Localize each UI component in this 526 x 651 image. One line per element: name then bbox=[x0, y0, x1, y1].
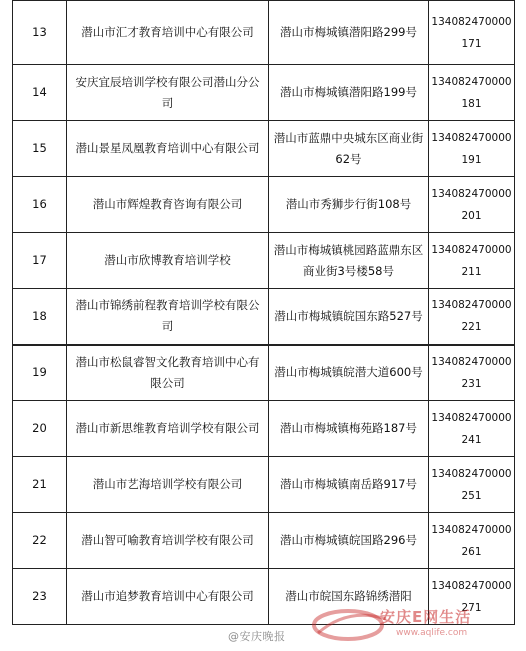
table-row bbox=[13, 513, 515, 569]
row-number: 17 bbox=[13, 233, 67, 289]
license-code-part-a: 134082470000 bbox=[431, 131, 512, 144]
institution-name: 潜山市新思维教育培训学校有限公司 bbox=[67, 401, 269, 457]
row-number: 18 bbox=[13, 289, 67, 345]
row-number: 19 bbox=[13, 345, 67, 401]
institution-name: 潜山市松鼠睿智文化教育培训中心有限公司 bbox=[67, 345, 269, 401]
license-code-part-b: 231 bbox=[461, 377, 482, 390]
license-code-part-b: 171 bbox=[461, 37, 482, 50]
institution-address: 潜山市蓝鼎中央城东区商业街62号 bbox=[269, 121, 429, 177]
institution-name: 潜山市欣博教育培训学校 bbox=[67, 233, 269, 289]
institution-name: 潜山市汇才教育培训中心有限公司 bbox=[67, 1, 269, 65]
license-code bbox=[429, 345, 515, 401]
watermark-url: www.aqlife.com bbox=[396, 628, 468, 638]
row-number: 13 bbox=[13, 1, 67, 65]
institution-name: 安庆宜辰培训学校有限公司潜山分公司 bbox=[67, 65, 269, 121]
license-code-part-a: 134082470000 bbox=[431, 467, 512, 480]
table-row bbox=[13, 457, 515, 513]
institution-address: 潜山市秀狮步行街108号 bbox=[269, 177, 429, 233]
institution-table bbox=[12, 0, 515, 625]
institution-address: 潜山市梅城镇南岳路917号 bbox=[269, 457, 429, 513]
institution-name: 潜山市追梦教育培训中心有限公司 bbox=[67, 569, 269, 625]
institution-name: 潜山市艺海培训学校有限公司 bbox=[67, 457, 269, 513]
institution-name: 潜山景星凤凰教育培训中心有限公司 bbox=[67, 121, 269, 177]
license-code bbox=[429, 65, 515, 121]
license-code bbox=[429, 177, 515, 233]
institution-address: 潜山市梅城镇皖国路296号 bbox=[269, 513, 429, 569]
license-code-part-b: 211 bbox=[461, 265, 482, 278]
license-code-part-a: 134082470000 bbox=[431, 299, 512, 312]
table-row bbox=[13, 121, 515, 177]
institution-address: 潜山市梅城镇梅苑路187号 bbox=[269, 401, 429, 457]
institution-address: 潜山市梅城镇潜阳路299号 bbox=[269, 1, 429, 65]
table-row bbox=[13, 1, 515, 65]
row-number: 14 bbox=[13, 65, 67, 121]
license-code-part-b: 251 bbox=[461, 489, 482, 502]
institution-address: 潜山市梅城镇桃园路蓝鼎东区商业街3号楼58号 bbox=[269, 233, 429, 289]
institution-name: 潜山市辉煌教育咨询有限公司 bbox=[67, 177, 269, 233]
table-row bbox=[13, 289, 515, 345]
institution-address: 潜山市梅城镇皖潜大道600号 bbox=[269, 345, 429, 401]
license-code bbox=[429, 233, 515, 289]
license-code-part-a: 134082470000 bbox=[431, 355, 512, 368]
institution-address: 潜山市皖国东路锦绣潜阳 bbox=[269, 569, 429, 625]
license-code bbox=[429, 1, 515, 65]
row-number: 16 bbox=[13, 177, 67, 233]
table-row bbox=[13, 401, 515, 457]
license-code bbox=[429, 513, 515, 569]
license-code-part-b: 181 bbox=[461, 97, 482, 110]
institution-name: 潜山智可喻教育培训学校有限公司 bbox=[67, 513, 269, 569]
license-code-part-a: 134082470000 bbox=[431, 15, 512, 28]
row-number: 20 bbox=[13, 401, 67, 457]
license-code-part-a: 134082470000 bbox=[431, 187, 512, 200]
row-number: 23 bbox=[13, 569, 67, 625]
table-row bbox=[13, 345, 515, 401]
license-code-part-b: 241 bbox=[461, 433, 482, 446]
license-code-part-b: 261 bbox=[461, 545, 482, 558]
institution-address: 潜山市梅城镇潜阳路199号 bbox=[269, 65, 429, 121]
row-number: 21 bbox=[13, 457, 67, 513]
license-code-part-b: 201 bbox=[461, 209, 482, 222]
watermark-brand: 安庆E网生活 bbox=[380, 608, 472, 626]
table-row bbox=[13, 177, 515, 233]
table-row bbox=[13, 233, 515, 289]
license-code-part-b: 271 bbox=[461, 601, 482, 614]
license-code-part-a: 134082470000 bbox=[431, 579, 512, 592]
institution-address: 潜山市梅城镇皖国东路527号 bbox=[269, 289, 429, 345]
row-number: 15 bbox=[13, 121, 67, 177]
license-code-part-a: 134082470000 bbox=[431, 75, 512, 88]
license-code-part-b: 221 bbox=[461, 321, 482, 334]
license-code-part-a: 134082470000 bbox=[431, 243, 512, 256]
institution-name: 潜山市锦绣前程教育培训学校有限公司 bbox=[67, 289, 269, 345]
watermark-source: @安庆晚报 bbox=[228, 630, 286, 643]
license-code bbox=[429, 289, 515, 345]
license-code bbox=[429, 121, 515, 177]
table-row bbox=[13, 65, 515, 121]
license-code-part-a: 134082470000 bbox=[431, 411, 512, 424]
license-code bbox=[429, 457, 515, 513]
license-code-part-b: 191 bbox=[461, 153, 482, 166]
license-code bbox=[429, 401, 515, 457]
license-code-part-a: 134082470000 bbox=[431, 523, 512, 536]
row-number: 22 bbox=[13, 513, 67, 569]
